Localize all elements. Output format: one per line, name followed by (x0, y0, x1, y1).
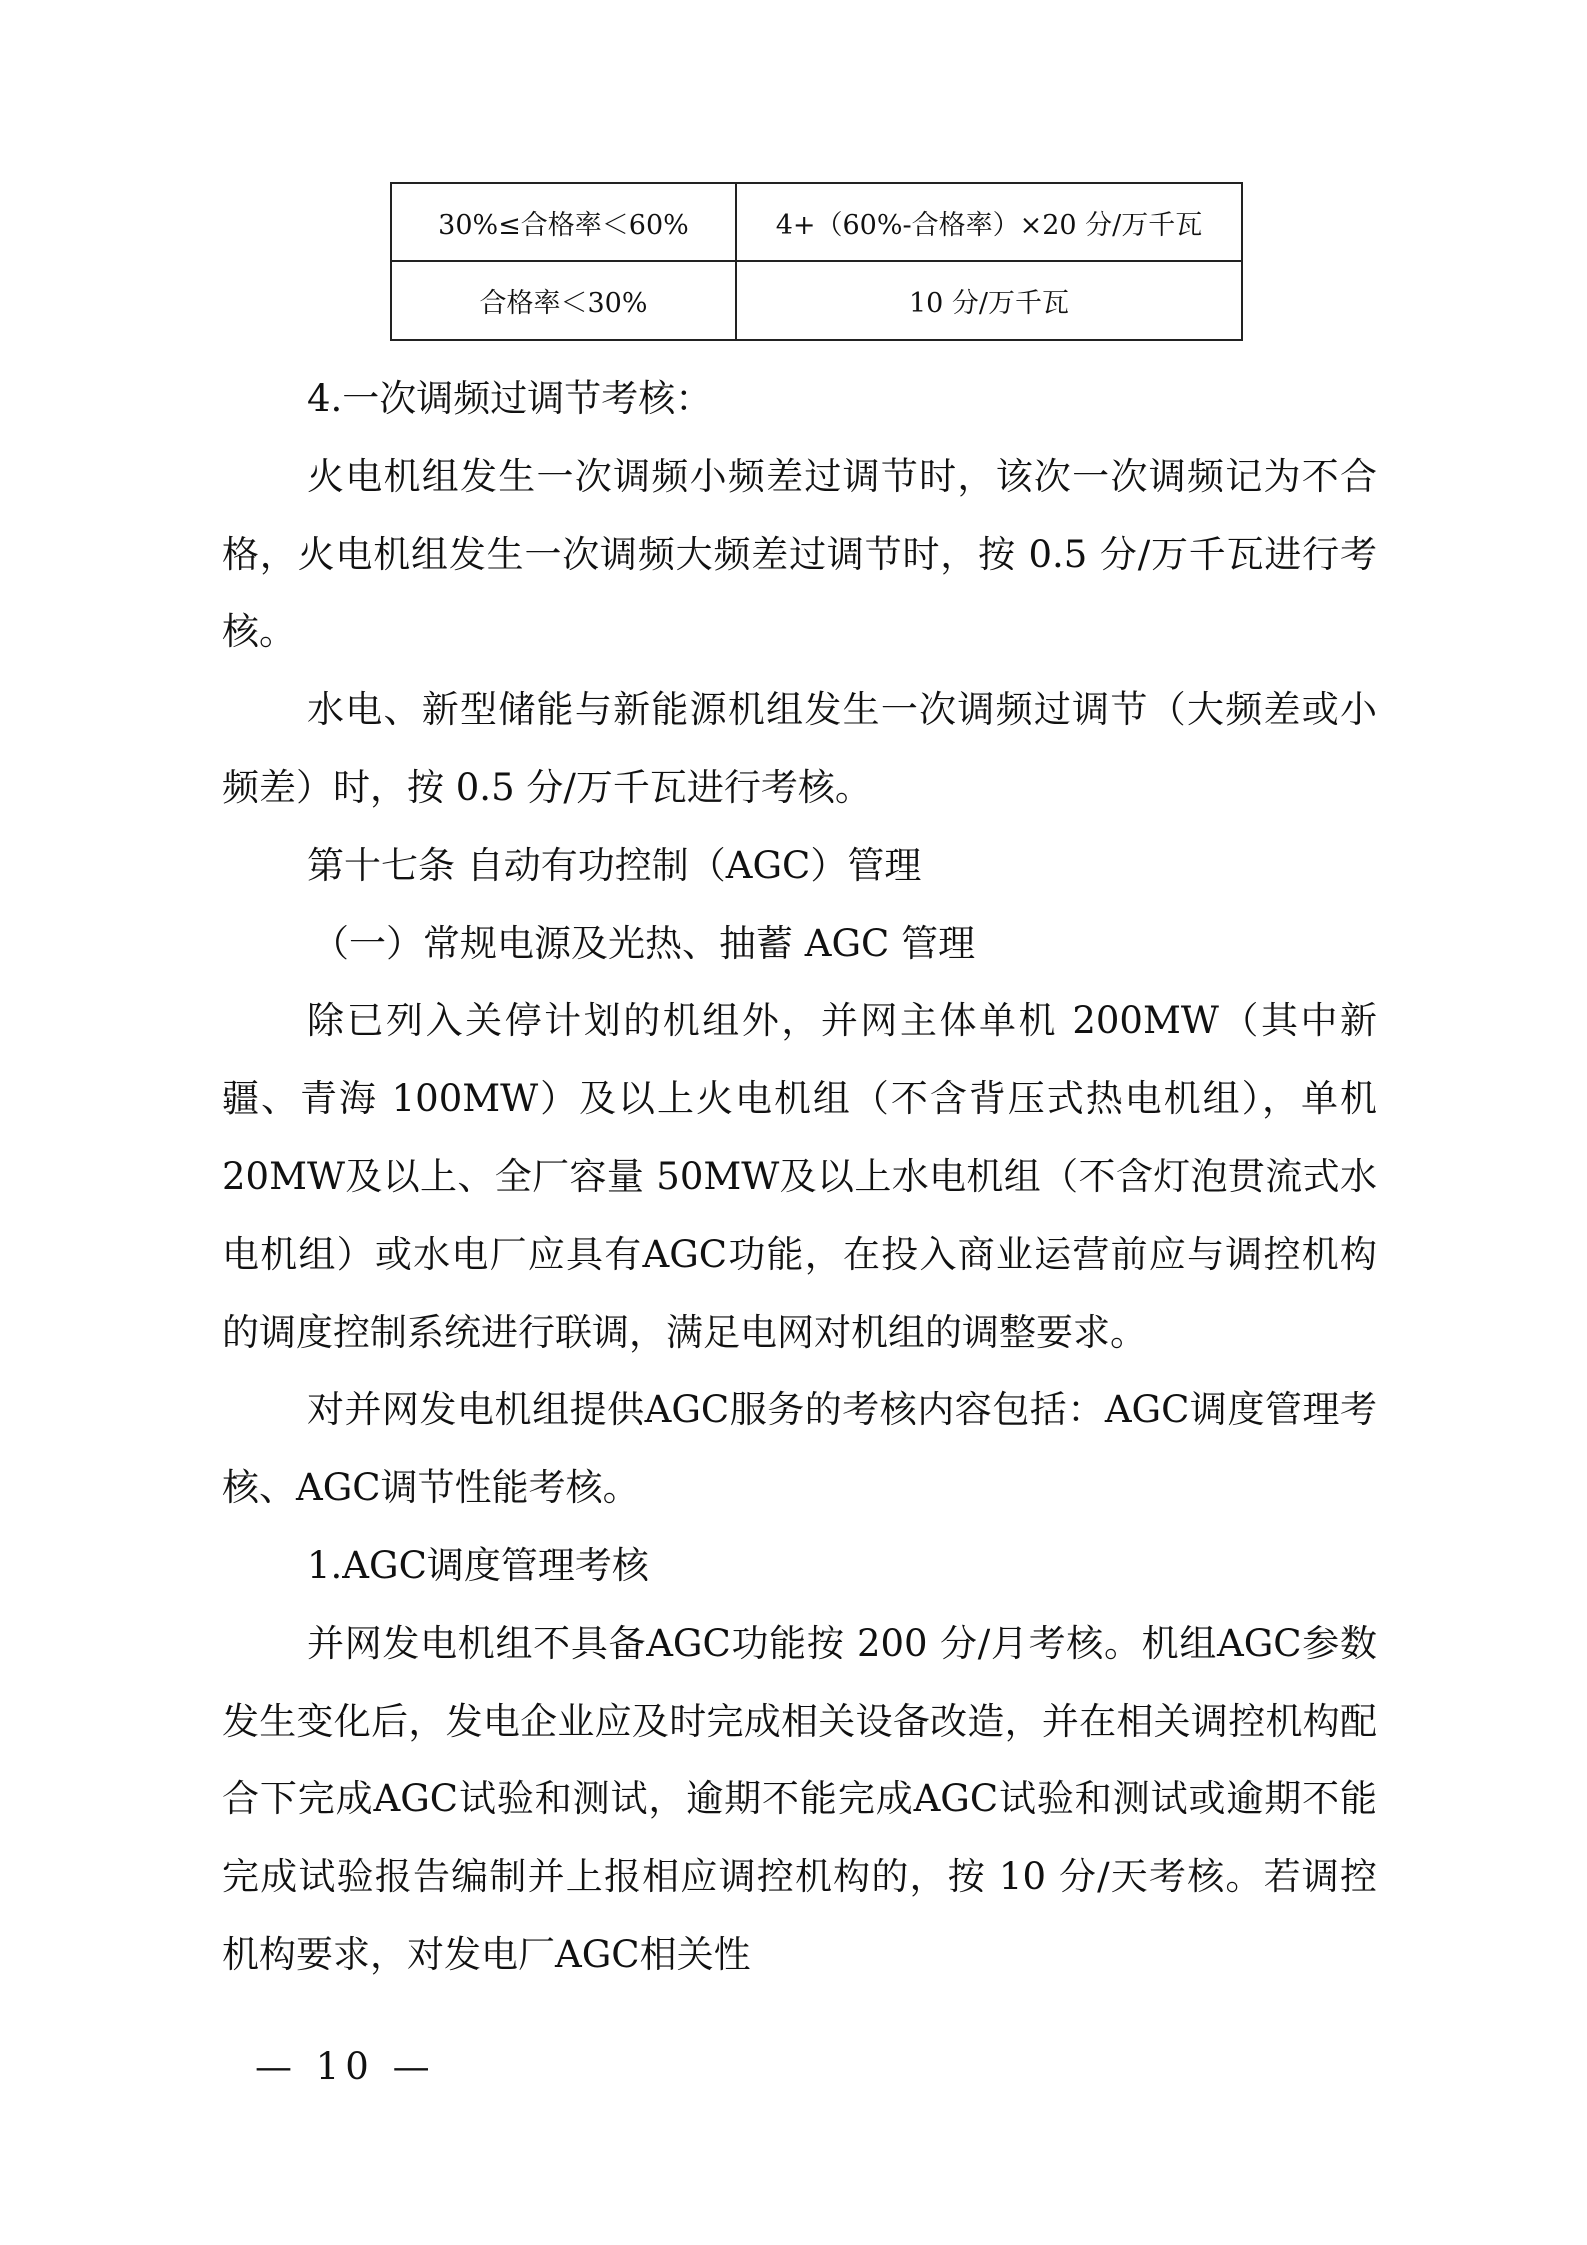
page-number: — 10 — (255, 2045, 436, 2088)
table-cell-score: 4+（60%-合格率）×20 分/万千瓦 (736, 183, 1242, 261)
article-heading-agc: 第十七条 自动有功控制（AGC）管理 (307, 843, 922, 887)
paragraph-agc-assessment-content: 对并网发电机组提供AGC服务的考核内容包括：AGC调度管理考核、AGC调节性能考核。 (222, 1388, 1377, 1510)
body-text (222, 360, 1377, 1994)
table-cell-score: 10 分/万千瓦 (736, 261, 1242, 340)
table-row (391, 261, 1242, 340)
paragraph-agc-requirements: 除已列入关停计划的机组外，并网主体单机 200MW（其中新疆、青海 100MW）及以上火电机组（不含背压式热电机组），单机 20MW及以上、全厂容量 50MW及以上水电机组（不含灯泡贯流式水电机组）或水电厂应具有AGC功能，在投入商业运营前应与调控机构的调度控制系统进行联调，满足电网对机组的调整要求。 (222, 999, 1377, 1354)
section-heading-agc-dispatch-management: 1.AGC调度管理考核 (307, 1543, 649, 1587)
score-table (390, 182, 1243, 341)
table-cell-condition: 30%≤合格率＜60% (391, 183, 736, 261)
table-cell-condition: 合格率＜30% (391, 261, 736, 340)
paragraph-agc-dispatch-assessment: 并网发电机组不具备AGC功能按 200 分/月考核。机组AGC参数发生变化后，发电企业应及时完成相关设备改造，并在相关调控机构配合下完成AGC试验和测试，逾期不能完成AGC试验和测试或逾期不能完成试验报告编制并上报相应调控机构的，按 10 分/天考核。若调控机构要求，对发电厂AGC相关性 (222, 1621, 1377, 1976)
section-heading-primary-frequency-overregulation: 4.一次调频过调节考核： (307, 377, 713, 420)
subsection-heading-conventional-agc: （一）常规电源及光热、抽蓄 AGC 管理 (312, 921, 976, 965)
paragraph-thermal-overregulation: 火电机组发生一次调频小频差过调节时，该次一次调频记为不合格，火电机组发生一次调频大频差过调节时，按 0.5 分/万千瓦进行考核。 (222, 454, 1377, 654)
paragraph-hydro-storage-overregulation: 水电、新型储能与新能源机组发生一次调频过调节（大频差或小频差）时，按 0.5 分/万千瓦进行考核。 (222, 688, 1377, 809)
table-row (391, 183, 1242, 261)
